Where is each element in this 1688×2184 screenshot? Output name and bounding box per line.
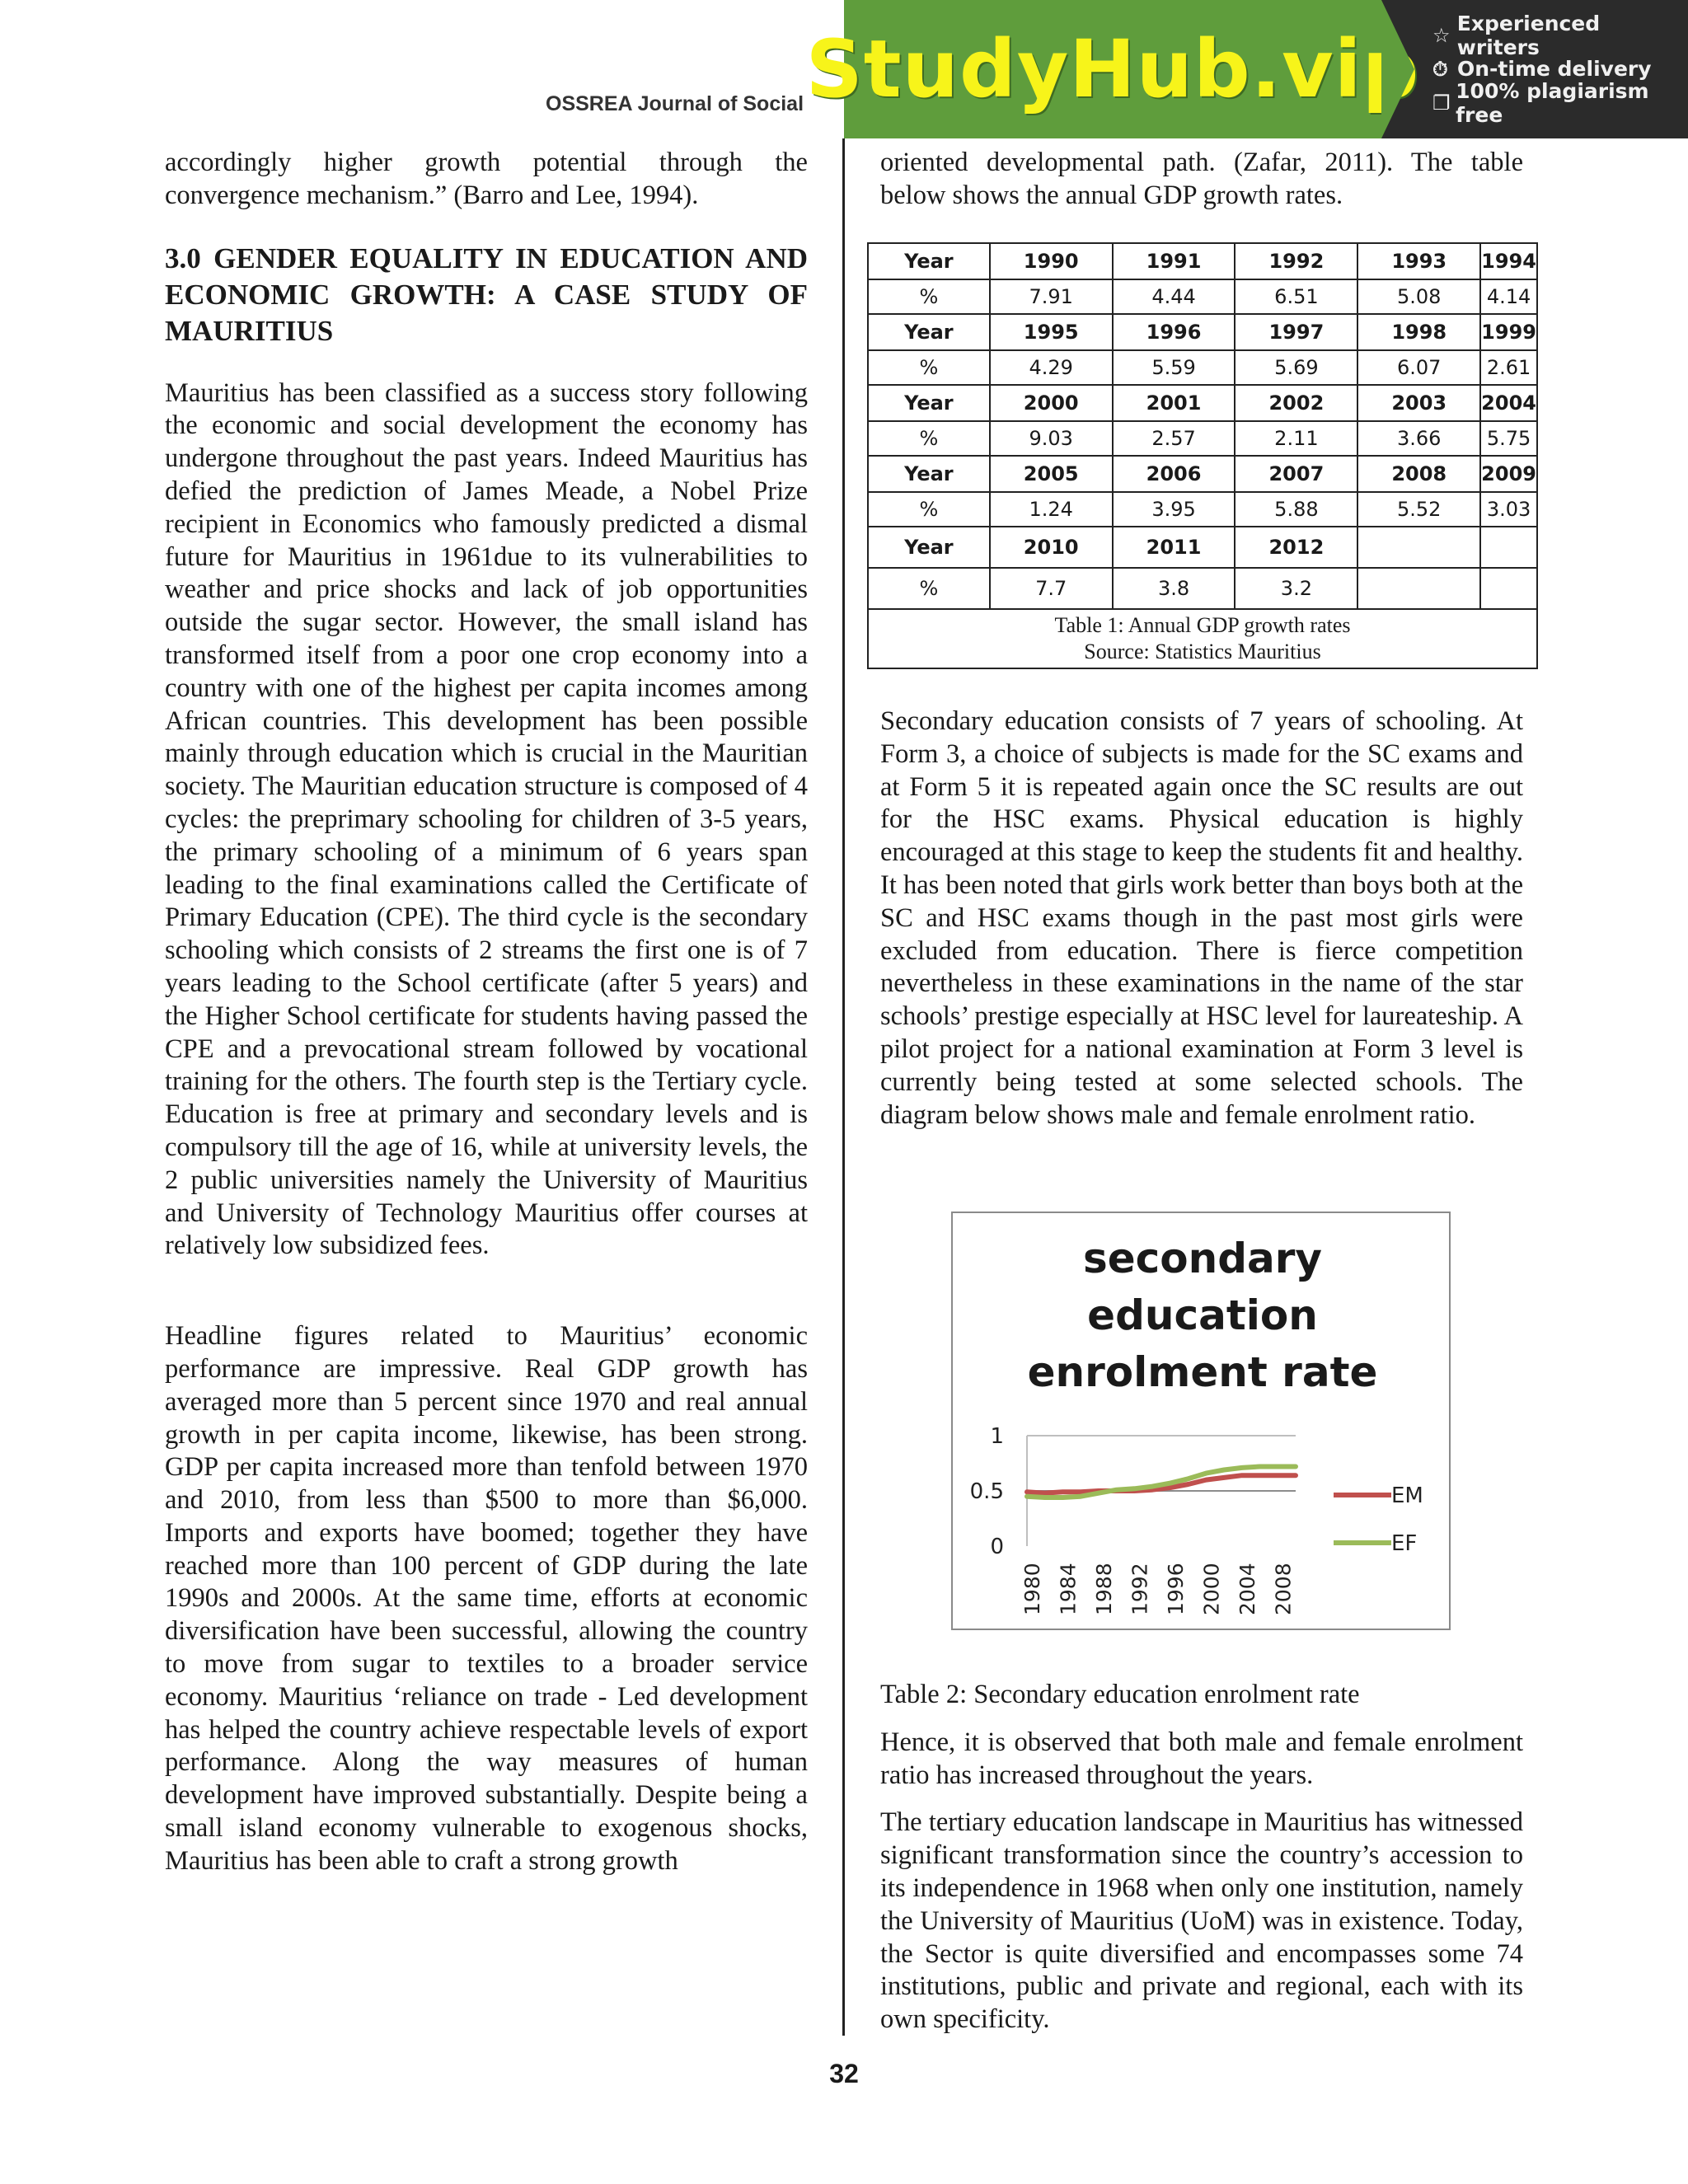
right-intro-paragraph: oriented developmental path. (Zafar, 2011). The table below shows the annual GDP growth rates. <box>880 148 1523 210</box>
feature-label: 100% plagiarism free <box>1456 78 1649 127</box>
table-year-cell: 1999 <box>1480 314 1537 350</box>
table-year-cell: 1990 <box>990 243 1113 279</box>
table-row-label: % <box>868 279 990 314</box>
table-year-row <box>868 243 1537 279</box>
chart-caption: Table 2: Secondary education enrolment rate <box>880 1680 1360 1709</box>
y-tick-label: 0.5 <box>969 1479 1004 1504</box>
table-year-cell: 1996 <box>1113 314 1236 350</box>
table-value-cell: 3.95 <box>1113 492 1236 527</box>
column-divider <box>842 138 845 2036</box>
banner-logo-area[interactable] <box>805 0 1420 138</box>
table-year-cell <box>1480 527 1537 568</box>
secondary-education-paragraph: Secondary education consists of 7 years of schooling. At Form 3, a choice of subjects is made for the SC exams and at Form 5 it is repeated again once the SC results are out for the HSC exams. Physical education is highly encouraged at this stage to keep the students fit and healthy. It has been noted that girls work better than boys both at the SC and HSC exams though in the past most girls were excluded from education. There is fierce competition nevertheless in these examinations in the name of the star schools’ prestige especially at HSC level for laureateship. A pilot project for a national examination at Form 3 level is currently being tested at some selected schools. The diagram below shows male and female enrolment ratio. <box>880 706 1523 1130</box>
legend-label: EF <box>1391 1531 1418 1556</box>
table-value-cell: 1.24 <box>990 492 1113 527</box>
y-tick-label: 1 <box>990 1424 1004 1449</box>
table-value-cell: 4.29 <box>990 350 1113 385</box>
secondary-education-block <box>880 705 1523 1132</box>
table-year-cell: 1992 <box>1235 243 1357 279</box>
table-value-cell <box>1480 568 1537 609</box>
chart-title-line: education <box>1087 1291 1318 1339</box>
x-tick-label: 1980 <box>1020 1563 1044 1615</box>
table-value-cell: 5.59 <box>1113 350 1236 385</box>
table-value-cell: 9.03 <box>990 421 1113 456</box>
feature-label: On-time delivery <box>1457 57 1652 81</box>
studyhub-logo[interactable]: StudyHub.vip <box>805 23 1420 115</box>
x-tick-label: 1996 <box>1163 1563 1188 1615</box>
table-value-cell: 3.8 <box>1113 568 1236 609</box>
star-icon: ☆ <box>1432 23 1451 47</box>
table-row-label: Year <box>868 527 990 568</box>
table-year-cell: 1994 <box>1480 243 1537 279</box>
table-row-label: % <box>868 492 990 527</box>
feature-experienced-writers <box>1432 11 1688 59</box>
table-year-cell: 2001 <box>1113 385 1236 421</box>
table-year-cell: 2000 <box>990 385 1113 421</box>
table-year-row <box>868 456 1537 492</box>
table-year-cell: 2005 <box>990 456 1113 492</box>
legend-label: EM <box>1391 1483 1423 1508</box>
table-caption-row <box>868 609 1537 668</box>
table-value-row <box>868 492 1537 527</box>
table-year-row <box>868 314 1537 350</box>
right-column-intro <box>880 147 1523 213</box>
left-column <box>165 147 808 1878</box>
headline-figures-paragraph: Headline figures related to Mauritius’ economic performance are impressive. Real GDP growth has averaged more than 5 percent since 1970 and real annual growth in per capita income, likewise, has been strong. GDP per capita increased more than tenfold between 1970 and 2010, from less than $500 to more than $6,000. Imports and exports have boomed; together they have reached more than 100 percent of GDP during the late 1990s and 2000s. At the same time, efforts at economic diversification have been successful, allowing the country to move from sugar to textiles to a broader service economy. Mauritius ‘reliance on trade - Led development has helped the country achieve respectable levels of export performance. Along the way measures of human development have improved substantially. Despite being a small island economy vulnerable to exogenous shocks, Mauritius has been able to craft a strong growth <box>165 1321 808 1876</box>
right-column-lower <box>880 1679 1523 2036</box>
table-row-label: Year <box>868 456 990 492</box>
chart-title-line: secondary <box>1082 1235 1323 1282</box>
table-year-cell: 1998 <box>1357 314 1480 350</box>
table-value-row <box>868 568 1537 609</box>
x-tick-label: 1984 <box>1056 1563 1081 1615</box>
table-year-cell: 2002 <box>1235 385 1357 421</box>
table-value-row <box>868 350 1537 385</box>
table-value-cell: 2.57 <box>1113 421 1236 456</box>
table-year-cell: 1991 <box>1113 243 1236 279</box>
table-year-cell: 2012 <box>1235 527 1357 568</box>
tertiary-education-paragraph: The tertiary education landscape in Mauritius has witnessed significant transformation since the country’s accession to its independence in 1968 when only one institution, namely the University of Mauritius (UoM) was in existence. Today, the Sector is quite diversified and encompasses some 74 institutions, public and private and regional, each with its own specificity. <box>880 1807 1523 2035</box>
enrolment-chart <box>951 1212 1451 1630</box>
table-year-cell: 2004 <box>1480 385 1537 421</box>
table-caption-source: Source: Statistics Mauritius <box>1084 640 1321 663</box>
section-heading: 3.0 GENDER EQUALITY IN EDUCATION AND ECONOMIC GROWTH: A CASE STUDY OF MAURITIUS <box>165 241 808 347</box>
feature-label: Experienced writers <box>1456 11 1601 59</box>
table-year-cell: 2003 <box>1357 385 1480 421</box>
table-value-cell: 2.61 <box>1480 350 1537 385</box>
x-tick-label: 2004 <box>1235 1563 1259 1615</box>
table-row-label: % <box>868 421 990 456</box>
y-tick-label: 0 <box>990 1535 1004 1559</box>
x-tick-label: 1988 <box>1091 1563 1116 1615</box>
running-head: OSSREA Journal of Social <box>546 92 804 115</box>
table-caption <box>868 609 1537 668</box>
table-year-cell: 2007 <box>1235 456 1357 492</box>
feature-plagiarism-free <box>1432 78 1688 127</box>
table-year-cell <box>1357 527 1480 568</box>
table-year-cell: 2006 <box>1113 456 1236 492</box>
table-row-label: Year <box>868 243 990 279</box>
table-value-cell: 7.7 <box>990 568 1113 609</box>
x-tick-label: 2000 <box>1199 1563 1224 1615</box>
table-year-cell: 2010 <box>990 527 1113 568</box>
table-value-cell <box>1357 568 1480 609</box>
table-value-cell: 6.51 <box>1235 279 1357 314</box>
clock-icon: ⏱ <box>1432 57 1448 81</box>
table-value-cell: 5.52 <box>1357 492 1480 527</box>
mauritius-paragraph: Mauritius has been classified as a success story following the economic and social development the economy has undergone throughout the past years. Indeed Mauritius has defied the prediction of James Meade, a Nobel Prize recipient in Economics who famously predicted a dismal future for Mauritius in 1961due to its vulnerabilities to weather and price shocks and lack of job opportunities outside the sugar sector. However, the small island has transformed itself from a poor one crop economy into a country with one of the highest per capita incomes among African countries. This development has been possible mainly through education which is crucial in the Mauritian society. The Mauritian education structure is composed of 4 cycles: the preprimary schooling for children of 3-5 years, the primary schooling of a minimum of 6 years span leading to the final examinations called the Certificate of Primary Education (CPE). The third cycle is the secondary schooling which consists of 2 streams the first one is of 7 years leading to the School certificate (after 5 years) and the Higher School certificate for students having passed the CPE and a prevocational stream followed by vocational training for the others. The fourth step is the Tertiary cycle. Education is free at primary and secondary levels and is compulsory till the age of 16, while at university levels, the 2 public universities namely the University of Mauritius and University of Technology Mauritius offer courses at relatively low subsidized fees. <box>165 377 808 1261</box>
table-value-cell: 5.88 <box>1235 492 1357 527</box>
table-value-cell: 3.66 <box>1357 421 1480 456</box>
table-year-cell: 1995 <box>990 314 1113 350</box>
table-value-cell: 3.03 <box>1480 492 1537 527</box>
table-year-cell: 1997 <box>1235 314 1357 350</box>
table-value-row <box>868 421 1537 456</box>
table-row-label: % <box>868 350 990 385</box>
x-tick-label: 2008 <box>1271 1563 1296 1615</box>
table-row-label: Year <box>868 314 990 350</box>
table-value-cell: 7.91 <box>990 279 1113 314</box>
table-row-label: Year <box>868 385 990 421</box>
table-year-row <box>868 385 1537 421</box>
table-value-cell: 5.08 <box>1357 279 1480 314</box>
table-value-cell: 3.2 <box>1235 568 1357 609</box>
table-year-row <box>868 527 1537 568</box>
left-intro-paragraph: accordingly higher growth potential through the convergence mechanism.” (Barro and Lee, 1994). <box>165 148 808 210</box>
table-value-row <box>868 279 1537 314</box>
table-year-cell: 2011 <box>1113 527 1236 568</box>
table-value-cell: 5.69 <box>1235 350 1357 385</box>
table-row-label: % <box>868 568 990 609</box>
table-value-cell: 4.44 <box>1113 279 1236 314</box>
banner-features <box>1381 0 1688 138</box>
x-tick-label: 1992 <box>1128 1563 1152 1615</box>
table-year-cell: 2008 <box>1357 456 1480 492</box>
table-value-cell: 6.07 <box>1357 350 1480 385</box>
table-value-cell: 5.75 <box>1480 421 1537 456</box>
enrolment-chart-svg <box>953 1213 1452 1632</box>
chart-title-line: enrolment rate <box>1027 1348 1378 1396</box>
gdp-growth-table <box>867 242 1538 669</box>
copy-icon: ❐ <box>1432 91 1451 115</box>
table-value-cell: 4.14 <box>1480 279 1537 314</box>
page-number: 32 <box>829 2059 859 2088</box>
table-year-cell: 1993 <box>1357 243 1480 279</box>
enrolment-observation-paragraph: Hence, it is observed that both male and female enrolment ratio has increased throughout the years. <box>880 1727 1523 1790</box>
table-year-cell: 2009 <box>1480 456 1537 492</box>
table-value-cell: 2.11 <box>1235 421 1357 456</box>
studyhub-banner[interactable] <box>805 0 1688 138</box>
table-caption-title: Table 1: Annual GDP growth rates <box>1054 613 1351 637</box>
